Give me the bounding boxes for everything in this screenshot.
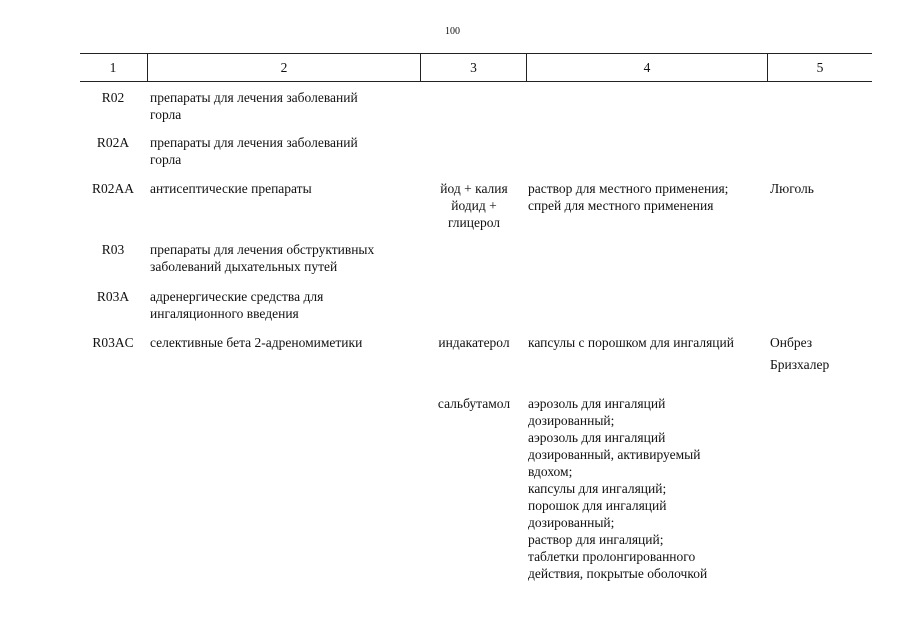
- cell-name: [150, 180, 418, 197]
- cell-forms-line: капсулы для ингаляций;: [528, 481, 667, 496]
- cell-name-line: горла: [150, 152, 182, 167]
- cell-inn-line: йод + калия: [440, 181, 508, 196]
- cell-code-line: R02A: [96, 135, 130, 150]
- cell-forms-line: дозированный;: [528, 515, 615, 530]
- cell-code-line: R02: [101, 90, 125, 105]
- cell-forms-line: спрей для местного применения: [528, 198, 714, 213]
- cell-trade-line: Бризхалер: [770, 357, 830, 372]
- header-col-5: 5: [816, 60, 824, 75]
- cell-forms-line: раствор для ингаляций;: [528, 532, 664, 547]
- cell-name: [150, 288, 418, 322]
- cell-forms-line: капсулы с порошком для ингаляций: [528, 335, 734, 350]
- cell-forms-line: раствор для местного применения;: [528, 181, 729, 196]
- cell-inn-line: йодид +: [451, 198, 497, 213]
- cell-inn-line: индакатерол: [438, 335, 510, 350]
- cell-name-line: препараты для лечения заболеваний: [150, 90, 358, 105]
- header-col-2: 2: [280, 60, 288, 75]
- cell-code-line: R03: [101, 242, 125, 257]
- cell-code: [80, 180, 146, 197]
- cell-code: [80, 134, 146, 151]
- cell-code-line: R03A: [96, 289, 130, 304]
- cell-name: [150, 89, 418, 123]
- cell-name-line: заболеваний дыхательных путей: [150, 259, 338, 274]
- cell-name-line: селективные бета 2-адреномиметики: [150, 335, 363, 350]
- cell-name-line: адренергические средства для: [150, 289, 324, 304]
- cell-forms-line: действия, покрытые оболочкой: [528, 566, 708, 581]
- cell-name-line: антисептические препараты: [150, 181, 312, 196]
- cell-name: [150, 241, 418, 275]
- cell-forms: [528, 395, 766, 582]
- page-number: 100: [445, 26, 460, 37]
- cell-forms-line: вдохом;: [528, 464, 573, 479]
- cell-forms-line: аэрозоль для ингаляций: [528, 430, 666, 445]
- cell-forms: [528, 180, 766, 214]
- cell-code: [80, 334, 146, 351]
- cell-trade-line: Онбрез: [770, 335, 813, 350]
- cell-forms: [528, 334, 766, 351]
- cell-inn: [424, 395, 524, 412]
- cell-inn: [424, 334, 524, 351]
- cell-forms-line: аэрозоль для ингаляций: [528, 396, 666, 411]
- cell-trade: [770, 180, 870, 197]
- cell-inn: [424, 180, 524, 231]
- cell-code-line: R03AC: [92, 335, 134, 350]
- cell-name-line: препараты для лечения заболеваний: [150, 135, 358, 150]
- cell-name: [150, 134, 418, 168]
- cell-name-line: ингаляционного введения: [150, 306, 299, 321]
- cell-forms-line: дозированный, активируемый: [528, 447, 701, 462]
- cell-name: [150, 334, 418, 351]
- cell-trade-line: Люголь: [770, 181, 814, 196]
- cell-code: [80, 241, 146, 258]
- cell-name-line: препараты для лечения обструктивных: [150, 242, 375, 257]
- cell-code-line: R02AA: [91, 181, 134, 196]
- cell-code: [80, 288, 146, 305]
- header-bottom-rule: [80, 81, 872, 82]
- cell-code: [80, 89, 146, 106]
- cell-forms-line: дозированный;: [528, 413, 615, 428]
- cell-inn-line: сальбутамол: [437, 396, 511, 411]
- cell-trade: [770, 334, 870, 373]
- cell-forms-line: порошок для ингаляций: [528, 498, 667, 513]
- header-col-4: 4: [643, 60, 651, 75]
- header-col-1: 1: [109, 60, 117, 75]
- cell-inn-line: глицерол: [447, 215, 501, 230]
- header-col-3: 3: [470, 60, 477, 75]
- cell-forms-line: таблетки пролонгированного: [528, 549, 696, 564]
- cell-name-line: горла: [150, 107, 182, 122]
